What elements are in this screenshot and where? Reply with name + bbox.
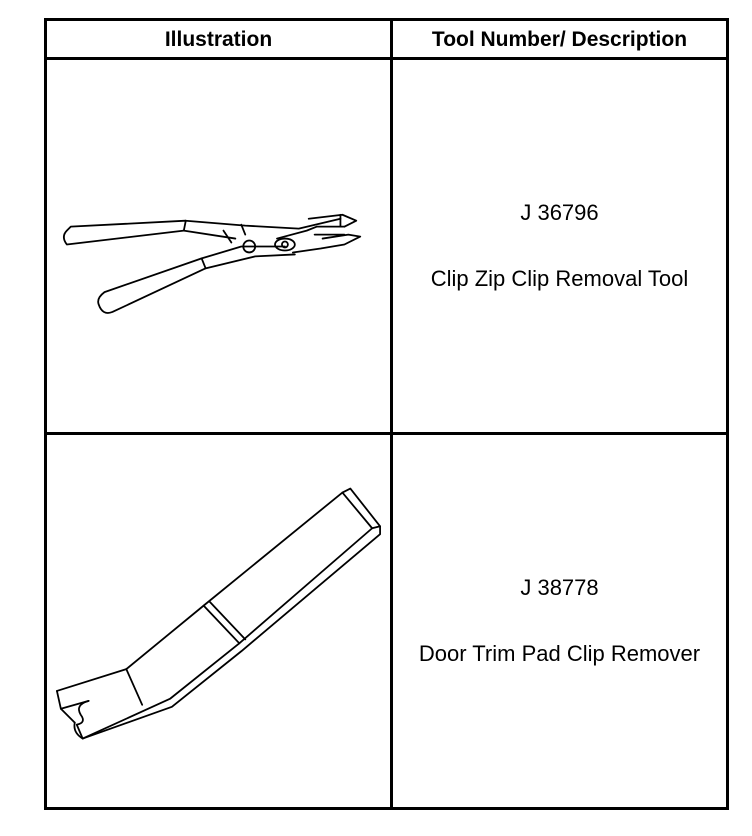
- tool-number: J 36796: [520, 200, 599, 225]
- tool-number: J 38778: [520, 575, 599, 600]
- clip-zip-pliers-icon: [47, 60, 390, 432]
- tool-description: Clip Zip Clip Removal Tool: [430, 266, 689, 291]
- tool-description: Door Trim Pad Clip Remover: [418, 641, 701, 666]
- tool-description-cell: [392, 434, 728, 809]
- trim-pad-remover-icon: [47, 435, 390, 807]
- illustration-cell: [46, 59, 392, 434]
- special-tools-table: [44, 18, 729, 810]
- header-row: [46, 20, 728, 59]
- illustration-header: Illustration: [46, 20, 392, 59]
- table-row: [46, 434, 728, 809]
- table-row: [46, 59, 728, 434]
- tool-description-header: Tool Number/ Description: [392, 20, 728, 59]
- illustration-cell: [46, 434, 392, 809]
- tool-description-cell: [392, 59, 728, 434]
